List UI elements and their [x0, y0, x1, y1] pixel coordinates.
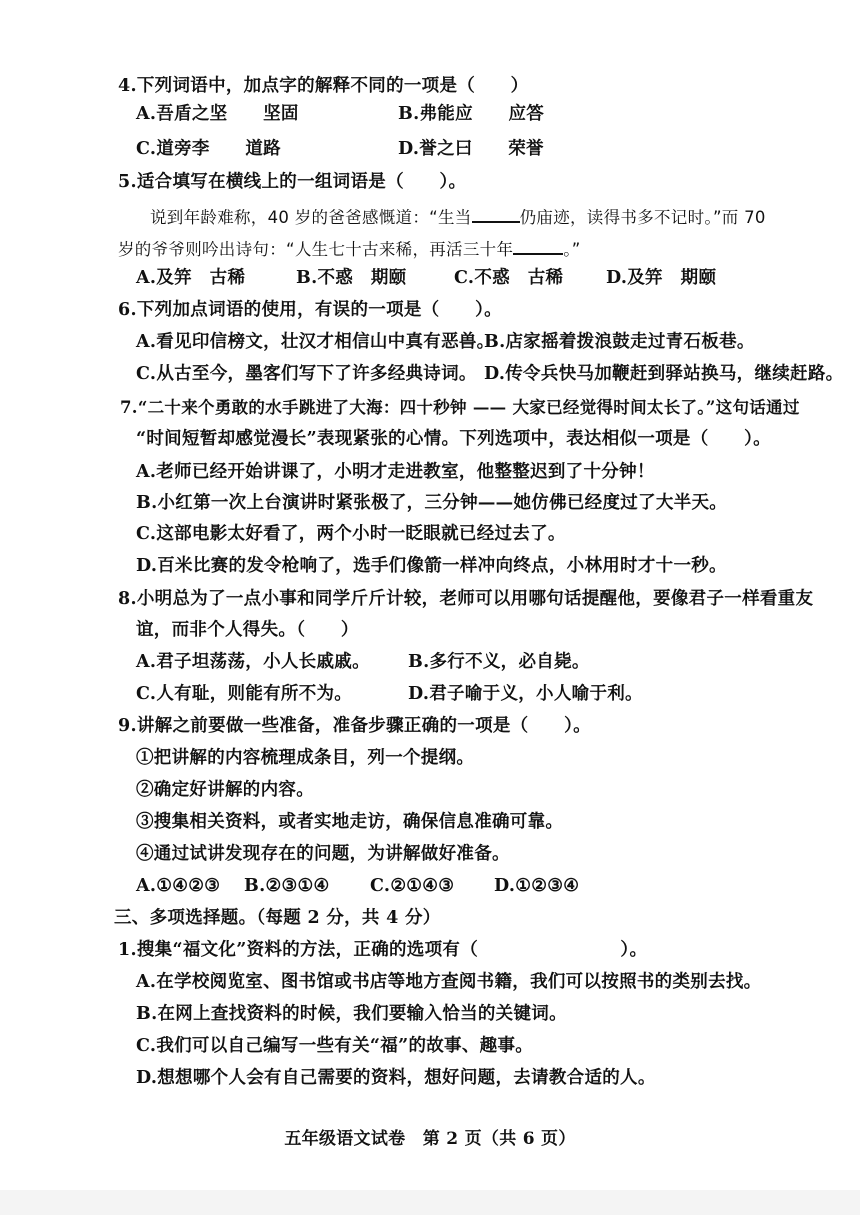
mq1-option-d: D.想想哪个人会有自己需要的资料，想好问题，去请教合适的人。 [136, 1068, 656, 1088]
q9-option-d: D.①②③④ [494, 876, 580, 896]
q8-stem-line1: 8.小明总为了一点小事和同学斤斤计较，老师可以用哪句话提醒他，要像君子一样看重友 [118, 589, 814, 609]
q9-step-4: ④通过试讲发现存在的问题，为讲解做好准备。 [136, 844, 510, 864]
q5-passage-line2 [118, 235, 581, 262]
q5-passage-2b: 。” [563, 240, 581, 259]
q5-option-d: D.及笄 期颐 [606, 268, 717, 288]
q4-option-b: B.弗能应 应答 [398, 104, 545, 124]
q7-stem-line2: “时间短暂却感觉漫长”表现紧张的心情。下列选项中，表达相似一项是（ ）。 [136, 429, 771, 449]
q8-option-c: C.人有耻，则能有所不为。 [136, 684, 353, 704]
q9-step-1: ①把讲解的内容梳理成条目，列一个提纲。 [136, 748, 475, 768]
q5-passage-line1 [150, 203, 766, 230]
q7-option-d: D.百米比赛的发令枪响了，选手们像箭一样冲向终点，小林用时才十一秒。 [136, 556, 727, 576]
mq1-stem: 1.搜集“福文化”资料的方法，正确的选项有（ ）。 [118, 940, 648, 960]
mq1-option-b: B.在网上查找资料的时候，我们要输入恰当的关键词。 [136, 1004, 567, 1024]
q5-stem: 5.适合填写在横线上的一组词语是（ ）。 [118, 172, 467, 192]
q7-option-b: B.小红第一次上台演讲时紧张极了，三分钟——她仿佛已经度过了大半天。 [136, 493, 728, 513]
q5-option-b: B.不惑 期颐 [296, 268, 407, 288]
q6-option-c: C.从古至今，墨客们写下了许多经典诗词。 [136, 364, 477, 384]
mq1-option-a: A.在学校阅览室、图书馆或书店等地方查阅书籍，我们可以按照书的类别去找。 [136, 972, 762, 992]
q5-option-a: A.及笄 古稀 [136, 268, 246, 288]
section-3-heading: 三、多项选择题。（每题 2 分，共 4 分） [114, 908, 441, 928]
q7-option-a: A.老师已经开始讲课了，小明才走进教室，他整整迟到了十分钟！ [136, 462, 655, 482]
q6-stem: 6.下列加点词语的使用，有误的一项是（ ）。 [118, 300, 502, 320]
q4-option-d: D.誉之曰 荣誉 [398, 139, 544, 159]
q6-option-a: A.看见印信榜文，壮汉才相信山中真有恶兽。 [136, 332, 495, 352]
q9-option-c: C.②①④③ [370, 876, 455, 896]
q4-stem: 4.下列词语中，加点字的解释不同的一项是（ ） [118, 76, 529, 96]
mq1-option-c: C.我们可以自己编写一些有关“福”的故事、趣事。 [136, 1036, 534, 1056]
q5-passage-1a: 说到年龄难称，40 岁的爸爸感慨道：“生当 [150, 208, 472, 227]
q8-option-d: D.君子喻于义，小人喻于利。 [408, 684, 643, 704]
q9-option-b: B.②③①④ [244, 876, 330, 896]
q8-option-a: A.君子坦荡荡，小人长戚戚。 [136, 652, 370, 672]
q4-option-a: A.吾盾之坚 坚固 [136, 104, 299, 124]
q8-stem-line2: 谊，而非个人得失。（ ） [136, 620, 359, 640]
q8-option-b: B.多行不义，必自毙。 [408, 652, 590, 672]
q6-option-d: D.传令兵快马加鞭赶到驿站换马，继续赶路。 [484, 364, 844, 384]
q5-passage-2a: 岁的爷爷则吟出诗句：“人生七十古来稀，再活三十年 [118, 240, 514, 259]
q9-option-a: A.①④②③ [136, 876, 221, 896]
q4-option-c: C.道旁李 道路 [136, 139, 281, 159]
page-footer: 五年级语文试卷 第 2 页（共 6 页） [284, 1129, 576, 1149]
q5-blank-1 [472, 203, 520, 223]
q5-option-c: C.不惑 古稀 [454, 268, 564, 288]
q5-blank-2 [513, 235, 563, 255]
q9-step-3: ③搜集相关资料，或者实地走访，确保信息准确可靠。 [136, 812, 564, 832]
q6-option-b: B.店家摇着拨浪鼓走过青石板巷。 [484, 332, 755, 352]
q7-option-c: C.这部电影太好看了，两个小时一眨眼就已经过去了。 [136, 524, 566, 544]
scan-bottom-band [0, 1190, 860, 1215]
q9-step-2: ②确定好讲解的内容。 [136, 780, 314, 800]
q5-passage-1b: 仍庙迹，读得书多不记时。”而 70 [519, 208, 766, 227]
q7-stem-line1: 7.“二十来个勇敢的水手跳进了大海：四十秒钟 —— 大家已经觉得时间太长了。”这句话通过 [120, 398, 800, 417]
q9-stem: 9.讲解之前要做一些准备，准备步骤正确的一项是（ ）。 [118, 716, 591, 736]
